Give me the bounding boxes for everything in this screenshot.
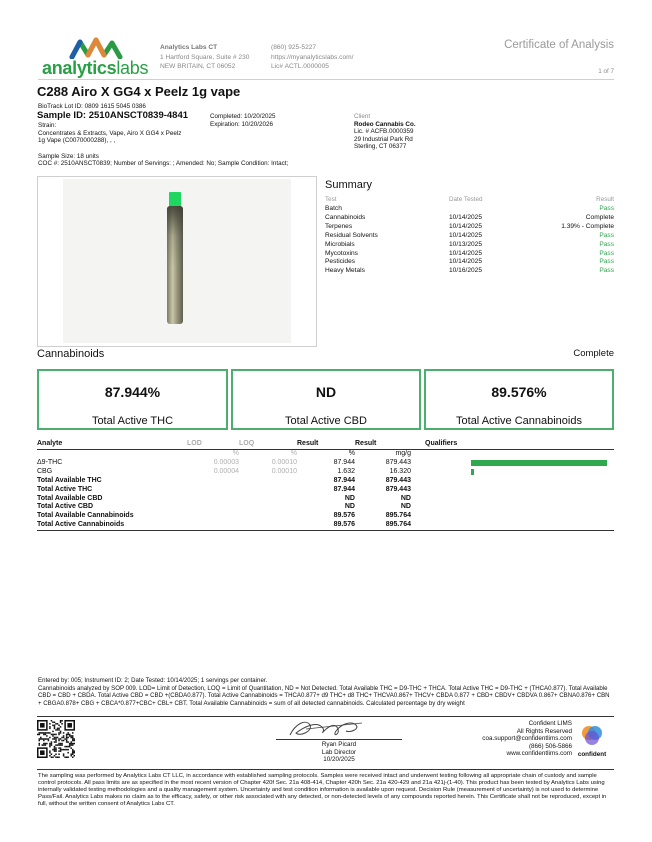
- confident-phone: (866) 506-5866: [528, 742, 572, 750]
- analyte-result-pct: 87.944: [333, 485, 355, 493]
- summary-date: 10/13/2025: [449, 240, 483, 248]
- summary-date: 10/14/2025: [449, 231, 483, 239]
- dates-block: [210, 113, 275, 128]
- summary-result: Pass: [599, 240, 614, 248]
- lab-phone: (860) 925-5227: [271, 44, 317, 51]
- analyte-name: Total Active THC: [37, 485, 93, 493]
- analyte-lod: [187, 495, 239, 504]
- analyte-row: [37, 503, 614, 512]
- qr-code-icon: [37, 720, 75, 758]
- footer-divider: [37, 769, 614, 770]
- analyte-loq: 0.00010: [271, 467, 297, 475]
- unit-lod: %: [232, 450, 239, 457]
- product-title: C288 Airo X GG4 x Peelz 1g vape: [37, 84, 241, 99]
- analyte-result-pct: 89.576: [333, 512, 355, 520]
- summary-result: Pass: [599, 249, 614, 257]
- cannabinoids-title: Cannabinoids: [37, 348, 105, 360]
- total-active-cannabinoids-value: 89.576%: [491, 384, 547, 400]
- analyte-name: Δ9-THC: [37, 458, 63, 466]
- analyte-result-pct: ND: [344, 494, 355, 502]
- strain-block: [38, 122, 181, 145]
- analyte-name: Total Active Cannabinoids: [37, 521, 125, 529]
- sample-id: Sample ID: 2510ANSCT0839-4841: [37, 110, 189, 121]
- total-active-thc-box: [37, 369, 228, 430]
- unit-loq: %: [290, 450, 297, 457]
- lab-address-line2: NEW BRITAIN, CT 06052: [160, 63, 236, 71]
- client-block: [354, 113, 416, 151]
- summary-result: Pass: [599, 258, 614, 266]
- analyte-result-mg: ND: [400, 503, 411, 511]
- summary-title: Summary: [325, 179, 373, 191]
- analyte-row: [37, 512, 614, 521]
- analyte-loq: [239, 521, 297, 530]
- analyte-name: Total Active CBD: [37, 503, 94, 511]
- summary-test-name: Cannabinoids: [325, 213, 366, 221]
- summary-test-name: Residual Solvents: [325, 231, 378, 239]
- total-active-cbd-box: [231, 369, 421, 430]
- summary-test-name: Pesticides: [325, 258, 356, 266]
- analyte-name: Total Available THC: [37, 476, 102, 484]
- analyte-row: [37, 495, 614, 504]
- analyte-result-mg: 16.320: [389, 467, 411, 475]
- summary-date: 10/14/2025: [449, 222, 483, 230]
- signature-image: [286, 717, 368, 741]
- analyte-row: [37, 477, 614, 486]
- summary-test-name: Mycotoxins: [325, 249, 358, 257]
- header-divider: [38, 79, 614, 80]
- lab-name: Analytics Labs CT: [160, 44, 218, 51]
- analyte-lod: [187, 521, 239, 530]
- analyte-bar: [471, 469, 474, 475]
- qr-code[interactable]: [37, 720, 75, 758]
- summary-result: Pass: [599, 205, 614, 212]
- analyte-row: [37, 521, 614, 530]
- analyte-lod: [187, 503, 239, 512]
- summary-date: [449, 205, 519, 214]
- unit-result-mg: mg/g: [395, 450, 411, 457]
- client-address1: 29 Industrial Park Rd: [354, 135, 413, 143]
- analyte-qualifier: [411, 503, 614, 512]
- analyte-result-pct: 1.632: [337, 467, 355, 475]
- summary-row: [325, 232, 614, 241]
- summary-table: [325, 196, 614, 276]
- analyte-name: Total Available CBD: [37, 494, 103, 502]
- company-logo: [38, 37, 153, 77]
- summary-date: 10/14/2025: [449, 249, 483, 257]
- analyte-result-mg: ND: [400, 494, 411, 502]
- analyte-result-mg: 879.443: [385, 458, 411, 466]
- col-result-pct: Result: [297, 439, 355, 450]
- total-active-cbd-value: ND: [315, 384, 337, 400]
- confident-logo: [570, 724, 614, 759]
- total-active-cbd-label: Total Active CBD: [285, 415, 367, 427]
- signature-date: 10/20/2025: [323, 756, 355, 764]
- summary-test-name: Batch: [325, 205, 342, 212]
- lab-contact: [271, 43, 353, 72]
- summary-row: [325, 223, 614, 232]
- analyte-result-pct: 87.944: [333, 476, 355, 484]
- page-number: 1 of 7: [598, 68, 614, 75]
- analyte-qualifier: [411, 468, 614, 477]
- analyte-loq: [239, 486, 297, 495]
- summary-row: [325, 258, 614, 267]
- analyte-loq: [239, 512, 297, 521]
- footer-disclaimer: The sampling was performed by Analytics Labs CT LLC, in accordance with established sampling protocols. Samples were received intact and underwent testing following all appropriate chain of custody and sample control protocols. All pass limits are as specified in the most recent version of Chapter 420f Sec. 21a 408-414, Chapter 420h Sec. 21a 420-429 and 21a 421j-(1-40). This product has been tested by Analytics Labs using internally validated testing methodologies and a quality management system. Uncertainty and test condition information is available upon request. Decision Rule (measurement of uncertainty) is not used to determine Pass/Fail. Analytics Labs makes no claim as to the efficacy, safety, or other risk associated with any detected, or non-detected levels of any compounds reported herein. This Certificate shall not be reproduced, except in full, without the written consent of Analytics Labs CT.: [38, 773, 607, 807]
- confident-info: [482, 720, 572, 758]
- summary-row: [325, 250, 614, 259]
- summary-date: 10/16/2025: [449, 267, 483, 275]
- completed-date: Completed: 10/20/2025: [210, 113, 276, 120]
- signature-line: [276, 739, 402, 740]
- coc-info: COC #: 2510ANSCT0839; Number of Servings: ; Amended: No; Sample Condition: Intact;: [38, 160, 289, 167]
- lab-address-line1: 1 Hartford Square, Suite # 230: [160, 53, 250, 61]
- summary-test-name: Microbials: [325, 240, 355, 248]
- analyte-qualifier: [411, 521, 614, 530]
- analyte-row: [37, 468, 614, 477]
- signatory-name: Ryan Picard: [321, 741, 357, 748]
- col-loq: LOQ: [239, 439, 297, 450]
- analysis-notes: [38, 677, 614, 707]
- analyte-name: Total Available Cannabinoids: [37, 512, 134, 520]
- confident-logo-icon: [581, 724, 603, 746]
- summary-test-name: Heavy Metals: [325, 267, 365, 275]
- confident-name: Confident LIMS: [528, 720, 572, 727]
- analyte-lod: [187, 486, 239, 495]
- signatory-block: [276, 741, 402, 764]
- summary-date: 10/14/2025: [449, 213, 483, 221]
- analyte-lod: [187, 512, 239, 521]
- total-active-thc-label: Total Active THC: [91, 415, 174, 427]
- analyte-result-mg: 879.443: [385, 485, 411, 493]
- analyte-loq: [239, 495, 297, 504]
- biotrack-lot-id: BioTrack Lot ID: 0809 1615 5045 0386: [38, 103, 146, 110]
- analyte-result-mg: 895.764: [385, 512, 411, 520]
- analyte-lod: 0.00003: [213, 458, 239, 466]
- summary-col-result: Result: [596, 196, 614, 203]
- sample-size: Sample Size: 18 units: [38, 153, 99, 160]
- signatory-role: Lab Director: [321, 748, 357, 756]
- table-end-rule: [37, 531, 614, 533]
- product-sub: 1g Vape (C0070000288), , ,: [38, 137, 116, 145]
- analyte-bar: [471, 460, 607, 466]
- summary-header-row: [325, 196, 614, 205]
- analyte-row: [37, 459, 614, 468]
- analyte-loq: [239, 503, 297, 512]
- analyte-loq: [239, 477, 297, 486]
- analyte-row: [37, 486, 614, 495]
- unit-result-pct: %: [348, 450, 355, 457]
- summary-row: [325, 205, 614, 214]
- total-active-thc-value: 87.944%: [104, 384, 161, 400]
- logo-text: analytics: [42, 58, 117, 78]
- analyte-loq: 0.00010: [271, 458, 297, 466]
- cannabinoids-status: Complete: [573, 348, 614, 359]
- summary-result: Complete: [585, 213, 614, 221]
- analyte-result-pct: ND: [344, 503, 355, 511]
- col-lod: LOD: [187, 439, 239, 450]
- document-title: Certificate of Analysis: [504, 39, 614, 51]
- product-photo: [37, 176, 317, 347]
- analyte-result-mg: 879.443: [385, 476, 411, 484]
- analyte-result-pct: 87.944: [333, 458, 355, 466]
- summary-result: Pass: [599, 231, 614, 239]
- col-analyte: Analyte: [37, 439, 187, 450]
- confident-email[interactable]: coa.support@confidentlims.com: [482, 735, 572, 743]
- logo-text-suffix: labs: [116, 58, 149, 78]
- analyte-qualifier: [411, 495, 614, 504]
- summary-date: 10/14/2025: [449, 258, 483, 266]
- lab-license: Lic# ACTL.0000005: [271, 63, 329, 71]
- client-address2: Sterling, CT 06377: [354, 143, 407, 151]
- product-category: Concentrates & Extracts, Vape, Airo X GG4 x Peelz: [38, 129, 182, 137]
- client-license: Lic. # ACFB.0000359: [354, 128, 414, 136]
- logo-mark-icon: [38, 37, 153, 59]
- summary-col-date: Date Tested: [449, 196, 483, 203]
- client-name: Rodeo Cannabis Co.: [354, 120, 416, 128]
- vape-pen-image: [63, 179, 291, 343]
- strain-label: Strain:: [38, 122, 57, 129]
- total-active-cannabinoids-label: Total Active Cannabinoids: [456, 415, 582, 427]
- confident-brand: confident: [577, 751, 607, 758]
- analyte-qualifier: [411, 459, 614, 468]
- cannabinoids-table: [37, 439, 614, 532]
- confident-web[interactable]: www.confidentlims.com: [506, 750, 572, 758]
- total-active-cannabinoids-box: [424, 369, 614, 430]
- units-row: [37, 450, 614, 459]
- analyte-header-row: [37, 439, 614, 450]
- analyte-result-pct: 89.576: [333, 521, 355, 529]
- analyte-name: CBG: [37, 467, 53, 475]
- summary-result: 1.39% - Complete: [561, 222, 614, 230]
- summary-row: [325, 241, 614, 250]
- expiration-date: Expiration: 10/20/2026: [210, 120, 274, 128]
- lab-website[interactable]: https://myanalyticslabs.com/: [271, 53, 354, 61]
- analyte-lod: 0.00004: [213, 467, 239, 475]
- col-qualifiers: Qualifiers: [411, 439, 614, 450]
- confident-rights: All Rights Reserved: [516, 727, 572, 735]
- lab-address: [160, 43, 249, 72]
- analyte-result-mg: 895.764: [385, 521, 411, 529]
- client-label: Client: [354, 113, 371, 120]
- summary-test-name: Terpenes: [325, 222, 353, 230]
- summary-col-test: Test: [325, 196, 337, 203]
- col-result-mg: Result: [355, 439, 411, 450]
- analyte-qualifier: [411, 477, 614, 486]
- analyte-qualifier: [411, 486, 614, 495]
- notes-line1: Entered by: 005; Instrument ID: 2; Date Tested: 10/14/2025; 1 servings per container.: [38, 677, 268, 684]
- summary-result: Pass: [599, 267, 614, 275]
- summary-row: [325, 267, 614, 276]
- summary-row: [325, 214, 614, 223]
- analyte-lod: [187, 477, 239, 486]
- notes-line2: Cannabinoids analyzed by SOP 009. LOD= Limit of Detection, LOQ = Limit of Quantitation, ND = Not Detected. Total Available THC = D9-THC + THCA. Total Active THC = D9-THC + (THCA0.877). Total Available CBD = CBD + CBDA. Total Active CBD = CBD +(CBDA0.877). Total Active Cannabinoids = THCA0.877+ d9 THC+ d8 THC+ THCVA0.867+ THCV+ CBDA 0.877 + CBD+ CBDV+ CBDVA 0.867+ CBNA0.876+ CBN + CBGA0.878+ CBG + CBCA*0.877+CBC+ CBL+ CBT. Total Available Cannabinoids = sum of all detected cannabinoids. Calculated percentage by dry weight: [38, 684, 610, 707]
- analyte-qualifier: [411, 512, 614, 521]
